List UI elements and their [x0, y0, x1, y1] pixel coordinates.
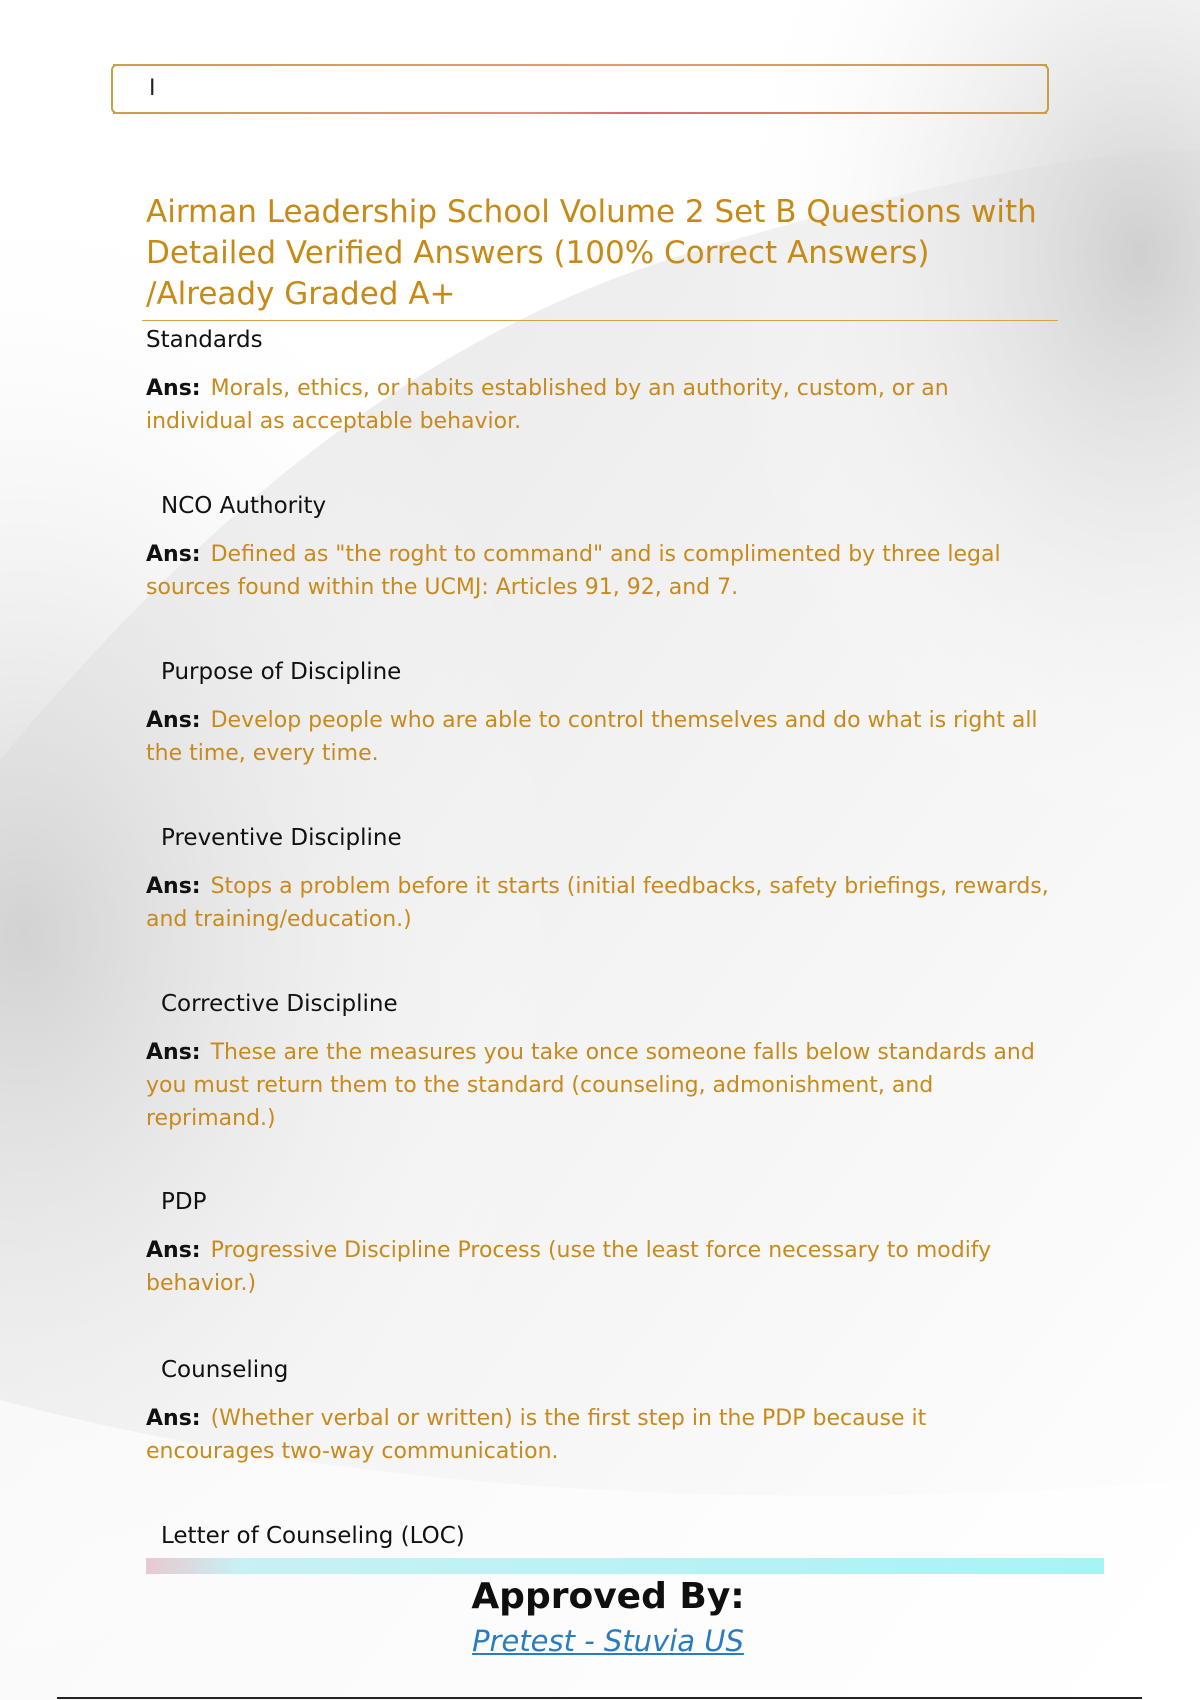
term: NCO Authority [161, 493, 327, 519]
answer-text: These are the measures you take once someone falls below standards and you must return them to the standard (counseling, admonishment, and reprimand.) [146, 1040, 1035, 1131]
answer-text: Morals, ethics, or habits established by an authority, custom, or an individual as acceptable behavior. [146, 376, 949, 434]
bottom-divider [57, 1697, 1142, 1699]
footer-accent-bar [146, 1558, 1104, 1574]
ans-label: Ans: [146, 874, 201, 899]
qa-item [146, 824, 1051, 936]
qa-item [146, 326, 1051, 438]
answer-text: Progressive Discipline Process (use the least force necessary to modify behavior.) [146, 1238, 992, 1296]
qa-item [146, 1356, 1051, 1468]
document-title: Airman Leadership School Volume 2 Set B Questions with Detailed Verified Answers (100% Correct Answers) /Already Graded A+ [146, 194, 1037, 312]
answer-text: Defined as "the roght to command" and is complimented by three legal sources found within the UCMJ: Articles 91, 92, and 7. [146, 542, 1001, 600]
ans-label: Ans: [146, 376, 201, 401]
answer [146, 1234, 1051, 1300]
answer [146, 870, 1051, 936]
header-cursor-text: I [149, 76, 156, 101]
term: Corrective Discipline [161, 991, 398, 1017]
approved-by-link[interactable]: Pretest - Stuvia US [472, 1624, 744, 1658]
term: Preventive Discipline [161, 825, 402, 851]
ans-label: Ans: [146, 1238, 201, 1263]
ans-label: Ans: [146, 1040, 201, 1065]
answer-text: Develop people who are able to control themselves and do what is right all the time, every time. [146, 708, 1038, 766]
ans-label: Ans: [146, 708, 201, 733]
title-underline [142, 320, 1058, 321]
answer-text: Stops a problem before it starts (initial feedbacks, safety briefings, rewards, and training/education.) [146, 874, 1049, 932]
ans-label: Ans: [146, 542, 201, 567]
ans-label: Ans: [146, 1406, 201, 1431]
answer-text: (Whether verbal or written) is the first step in the PDP because it encourages two-way communication. [146, 1406, 927, 1464]
answer [146, 538, 1051, 604]
qa-item [146, 1188, 1051, 1300]
answer [146, 1036, 1051, 1135]
answer [146, 704, 1051, 770]
term: Purpose of Discipline [161, 659, 402, 685]
qa-item [146, 492, 1051, 604]
term: Counseling [161, 1357, 289, 1383]
term: Letter of Counseling (LOC) [161, 1523, 465, 1549]
qa-item [146, 990, 1051, 1135]
answer [146, 1402, 1051, 1468]
term: PDP [161, 1189, 207, 1215]
header-text-box[interactable] [111, 64, 1049, 114]
approved-by-label: Approved By: [471, 1576, 745, 1617]
qa-item [146, 658, 1051, 770]
answer [146, 372, 1051, 438]
term: Standards [146, 327, 263, 353]
